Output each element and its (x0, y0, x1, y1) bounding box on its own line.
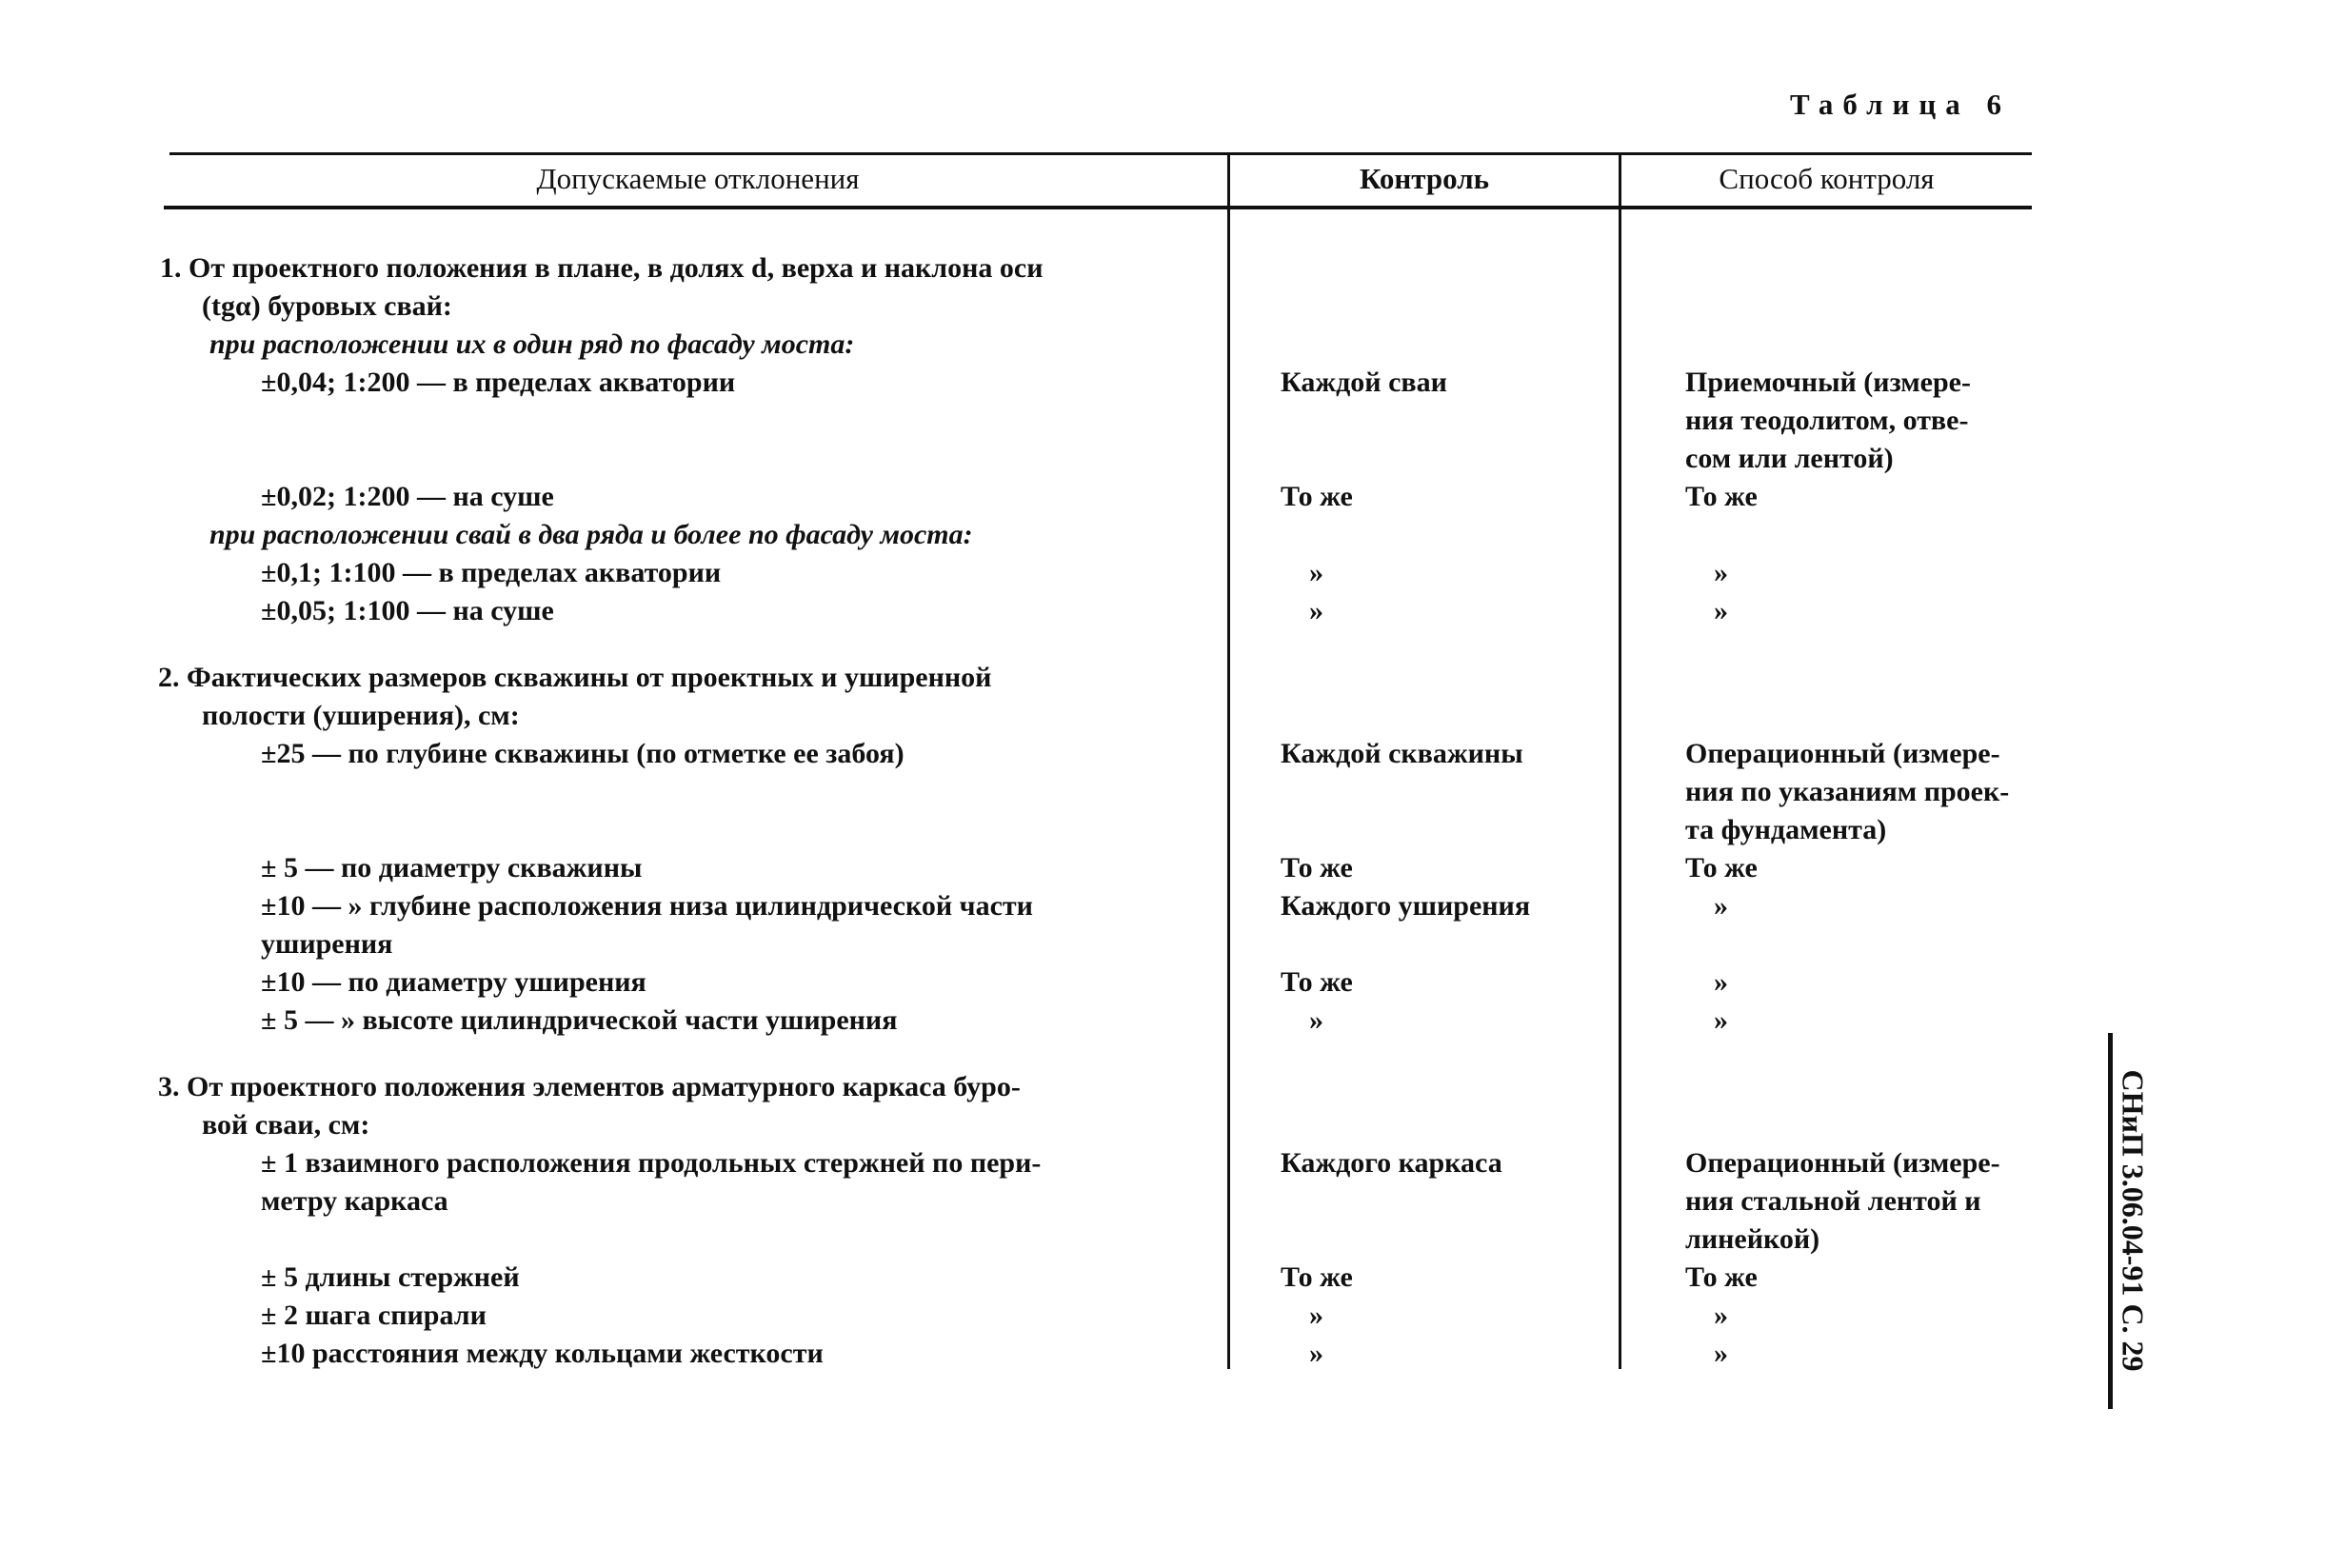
cell-method: сом или лентой) (1685, 443, 1894, 474)
cell-control: » (1309, 1300, 1323, 1331)
cell-deviation: ±10 — » глубине расположения низа цилиндрической части (261, 890, 1033, 922)
cell-method: То же (1685, 481, 1758, 512)
header-deviations: Допускаемые отклонения (536, 162, 860, 195)
side-margin-label (2108, 1033, 2157, 1409)
cell-method: » (1714, 890, 1728, 922)
cell-deviation: ± 1 взаимного расположения продольных стержней по пери- (261, 1147, 1042, 1179)
side-label-rule (2108, 1033, 2113, 1409)
cell-method: То же (1685, 852, 1758, 883)
cell-method: » (1714, 966, 1728, 998)
cell-deviation: ±10 — по диаметру уширения (261, 966, 646, 998)
cell-deviation: ±10 расстояния между кольцами жесткости (261, 1338, 824, 1369)
cell-control: » (1309, 1004, 1323, 1036)
cell-deviation: метру каркаса (261, 1185, 448, 1217)
cell-control: Каждой скважины (1281, 738, 1523, 769)
cell-control: Каждого уширения (1281, 890, 1531, 922)
cell-control: Каждого каркаса (1281, 1147, 1502, 1179)
cell-control: » (1309, 1338, 1323, 1369)
cell-deviation: (tgα) буровых свай: (202, 290, 452, 322)
cell-method: линейкой) (1685, 1223, 1820, 1255)
cell-deviation: ± 2 шага спирали (261, 1300, 487, 1331)
cell-method: То же (1685, 1261, 1758, 1293)
cell-deviation: при расположении их в один ряд по фасаду моста: (209, 328, 855, 360)
cell-deviation: ±0,02; 1:200 — на суше (261, 481, 554, 512)
cell-control: То же (1281, 966, 1353, 998)
cell-control: То же (1281, 481, 1353, 512)
cell-method: » (1714, 1338, 1728, 1369)
header-method: Способ контроля (1719, 162, 1935, 195)
cell-deviation: при расположении свай в два ряда и более по фасаду моста: (209, 519, 973, 550)
cell-deviation: 3. От проектного положения элементов арматурного каркаса буро- (158, 1071, 1021, 1102)
cell-deviation: вой сваи, см: (202, 1109, 370, 1141)
cell-deviation: полости (уширения), см: (202, 700, 520, 731)
cell-method: ния по указаниям проек- (1685, 776, 2010, 807)
cell-deviation: уширения (261, 928, 393, 960)
column-divider-1 (1227, 152, 1230, 1369)
side-label-text: СНиП 3.06.04-91 С. 29 (2116, 1069, 2151, 1372)
table-caption: Таблица 6 (1790, 88, 2011, 121)
header-bottom-rule (164, 206, 2032, 209)
cell-method: Операционный (измере- (1685, 1147, 2000, 1179)
cell-method: Приемочный (измере- (1685, 367, 1971, 398)
cell-deviation: ± 5 длины стержней (261, 1261, 520, 1293)
cell-control: » (1309, 595, 1323, 626)
cell-method: » (1714, 1004, 1728, 1036)
cell-control: То же (1281, 1261, 1353, 1293)
cell-method: Операционный (измере- (1685, 738, 2000, 769)
cell-deviation: ±0,04; 1:200 — в пределах акватории (261, 367, 736, 398)
header-control: Контроль (1359, 162, 1490, 195)
cell-control: » (1309, 557, 1323, 588)
cell-deviation: ± 5 — по диаметру скважины (261, 852, 643, 883)
column-divider-2 (1619, 152, 1621, 1369)
cell-method: » (1714, 595, 1728, 626)
cell-deviation: 2. Фактических размеров скважины от проектных и уширенной (158, 662, 992, 693)
header-top-rule (169, 152, 2032, 155)
cell-method: ния стальной лентой и (1685, 1185, 1981, 1217)
cell-deviation: ±25 — по глубине скважины (по отметке ее забоя) (261, 738, 905, 769)
cell-control: Каждой сваи (1281, 367, 1447, 398)
cell-deviation: ±0,1; 1:100 — в пределах акватории (261, 557, 722, 588)
cell-deviation: ± 5 — » высоте цилиндрической части уширения (261, 1004, 898, 1036)
cell-deviation: 1. От проектного положения в плане, в долях d, верха и наклона оси (160, 252, 1044, 284)
cell-method: ния теодолитом, отве- (1685, 405, 1969, 436)
cell-method: » (1714, 557, 1728, 588)
cell-control: То же (1281, 852, 1353, 883)
cell-method: » (1714, 1300, 1728, 1331)
cell-method: та фундамента) (1685, 814, 1887, 845)
cell-deviation: ±0,05; 1:100 — на суше (261, 595, 554, 626)
